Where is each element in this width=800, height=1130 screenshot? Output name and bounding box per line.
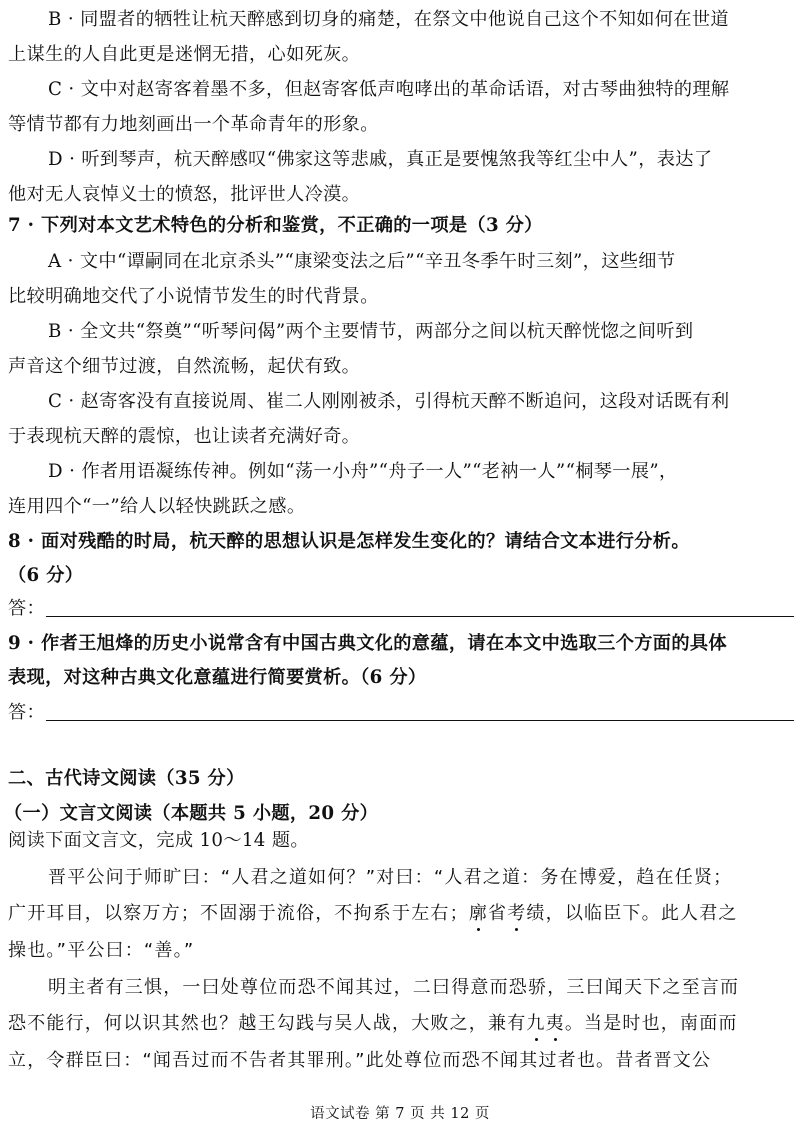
q7-option-a-line2: 比较明确地交代了小说情节发生的时代背景。 [8,286,379,307]
emphasis-char: 廓 [468,903,489,924]
q7-option-d-line1: D · 作者用语凝练传神。例如“荡一小舟”“舟子一人”“老衲一人”“桐琴一展”， [48,461,678,482]
q6-option-c-line2: 等情节都有力地刻画出一个革命青年的形象。 [8,114,379,135]
page-footer: 语文试卷 第 7 页 共 12 页 [310,1106,490,1122]
passage-char: 省 [488,903,508,924]
q9-answer-label: 答： [8,702,46,723]
q7-option-c-line2: 于表现杭天醉的震惊，也让读者充满好奇。 [8,426,361,447]
passage-char: 绩 [526,903,546,924]
subsection-title: （一）文言文阅读（本题共 5 小题，20 分） [4,803,379,824]
q9-answer-line[interactable] [46,720,794,721]
q8-answer-line[interactable] [46,616,794,617]
q7-option-b-line2: 声音这个细节过渡，自然流畅，起伏有致。 [8,356,361,377]
q8-stem-line1: 8 · 面对残酷的时局，杭天醉的思想认识是怎样发生变化的？请结合文本进行分析。 [8,531,690,552]
emphasis-char: 夷 [545,1013,565,1034]
passage-p1-line1: 晋平公问于师旷曰：“人君之道如何？”对曰：“人君之道：务在博爱，趋在任贤； [48,867,733,888]
q6-option-c-line1: C · 文中对赵寄客着墨不多，但赵寄客低声咆哮出的革命话语，对古琴曲独特的理解 [48,79,730,100]
q7-option-c-line1: C · 赵寄客没有直接说周、崔二人刚刚被杀，引得杭天醉不断追问，这段对话既有利 [48,391,730,412]
q6-option-d-line1: D · 听到琴声，杭天醉感叹“佛家这等悲戚，真正是要愧煞我等红尘中人”，表达了 [48,149,713,170]
emphasis-char: 九 [526,1013,546,1034]
passage-p2-line2-text: 恐不能行，何以识其然也？越王勾践与吴人战，大败之，兼有 [8,1013,527,1034]
q7-stem: 7 · 下列对本文艺术特色的分析和鉴赏，不正确的一项是（3 分） [8,215,543,236]
passage-p2-line3: 立，令群臣曰：“闻吾过而不告者其罪刑。”此处尊位而恐不闻其过者也。昔者晋文公 [8,1050,712,1071]
passage-p1-line2-text: 广开耳目，以察万方；不固溺于流俗，不拘系于左右； [8,903,469,924]
q6-option-d-line2: 他对无人哀悼义士的愤怒，批评世人冷漠。 [8,184,361,205]
section-title: 二、古代诗文阅读（35 分） [8,768,245,789]
q9-stem-line1: 9 · 作者王旭烽的历史小说常含有中国古典文化的意蕴，请在本文中选取三个方面的具体 [8,633,727,654]
q6-option-b-line2: 上谋生的人自此更是迷惘无措，心如死灰。 [8,44,361,65]
passage-p2-line2-tail: 。当是时也，南面而 [564,1013,738,1034]
q7-option-b-line1: B · 全文共“祭奠”“听琴问偈”两个主要情节，两部分之间以杭天醉恍惚之间听到 [48,321,694,342]
reading-instruction: 阅读下面文言文，完成 10～14 题。 [8,830,309,851]
q6-option-b-line1: B · 同盟者的牺牲让杭天醉感到切身的痛楚，在祭文中他说自己这个不知如何在世道 [48,9,729,30]
passage-p1-line3: 操也。”平公曰：“善。” [8,940,195,961]
q8-stem-line2: （6 分） [8,565,84,586]
passage-p2-line2 [8,1012,738,1036]
q7-option-d-line2: 连用四个“一”给人以轻快跳跃之感。 [8,496,306,517]
q7-option-a-line1: A · 文中“谭嗣同在北京杀头”“康梁变法之后”“辛丑冬季午时三刻”，这些细节 [48,251,676,272]
passage-p2-line1: 明主者有三惧，一曰处尊位而恐不闻其过，二曰得意而恐骄，三曰闻天下之至言而 [48,977,740,998]
passage-p1-line2-tail: ，以临臣下。此人君之 [545,903,738,924]
passage-p1-line2 [8,902,738,926]
emphasis-char: 考 [507,903,527,924]
q9-stem-line2: 表现，对这种古典文化意蕴进行简要赏析。（6 分） [8,667,427,688]
q8-answer-label: 答： [8,598,46,619]
